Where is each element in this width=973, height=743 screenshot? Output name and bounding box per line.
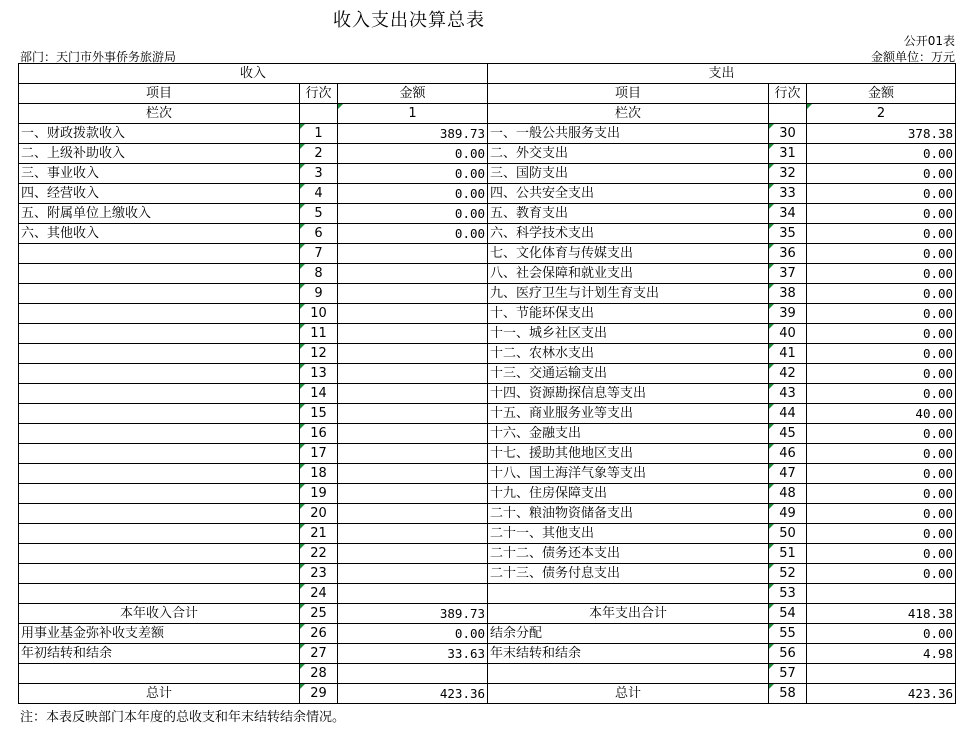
income-line-cell: 28 xyxy=(300,664,338,684)
table-row xyxy=(19,304,956,324)
table-row xyxy=(19,244,956,264)
income-line-cell: 5 xyxy=(300,204,338,224)
income-item-cell xyxy=(19,584,300,604)
income-item-cell xyxy=(19,404,300,424)
expense-line-cell: 44 xyxy=(769,404,807,424)
table-row xyxy=(19,624,956,644)
income-amount-cell xyxy=(338,284,488,304)
expense-amount-cell: 0.00 xyxy=(807,504,956,524)
expense-amount-cell: 0.00 xyxy=(807,144,956,164)
income-item-cell xyxy=(19,264,300,284)
income-item-cell: 三、事业收入 xyxy=(19,164,300,184)
income-amount-cell xyxy=(338,524,488,544)
income-line-cell: 3 xyxy=(300,164,338,184)
income-line-header: 行次 xyxy=(300,84,338,104)
expense-amount-cell: 0.00 xyxy=(807,344,956,364)
expense-item-cell: 四、公共安全支出 xyxy=(488,184,769,204)
income-line-cell: 15 xyxy=(300,404,338,424)
expense-item-cell: 总计 xyxy=(488,684,769,704)
income-line-cell: 20 xyxy=(300,504,338,524)
income-amount-cell xyxy=(338,484,488,504)
income-line-cell: 29 xyxy=(300,684,338,704)
income-item-cell: 总计 xyxy=(19,684,300,704)
expense-item-cell: 二十、粮油物资储备支出 xyxy=(488,504,769,524)
income-line-cell: 2 xyxy=(300,144,338,164)
income-item-cell: 六、其他收入 xyxy=(19,224,300,244)
expense-item-cell: 五、教育支出 xyxy=(488,204,769,224)
income-line-cell: 16 xyxy=(300,424,338,444)
column-header-row xyxy=(19,84,956,104)
expense-item-cell: 十四、资源勘探信息等支出 xyxy=(488,384,769,404)
income-item-cell xyxy=(19,244,300,264)
expense-amount-cell: 0.00 xyxy=(807,204,956,224)
expense-amount-cell: 0.00 xyxy=(807,384,956,404)
table-row xyxy=(19,524,956,544)
report-title: 收入支出决算总表 xyxy=(333,10,485,31)
income-item-cell: 五、附属单位上缴收入 xyxy=(19,204,300,224)
expense-item-cell: 二、外交支出 xyxy=(488,144,769,164)
expense-line-cell: 38 xyxy=(769,284,807,304)
income-column-line-blank xyxy=(300,104,338,124)
income-item-cell xyxy=(19,344,300,364)
department-label: 部门：天门市外事侨务旅游局 xyxy=(20,50,177,64)
table-row xyxy=(19,424,956,444)
income-item-header: 项目 xyxy=(19,84,300,104)
expense-line-cell: 50 xyxy=(769,524,807,544)
income-amount-cell: 33.63 xyxy=(338,644,488,664)
table-row xyxy=(19,464,956,484)
income-amount-cell xyxy=(338,544,488,564)
income-amount-cell: 0.00 xyxy=(338,164,488,184)
section-header-row xyxy=(19,64,956,84)
expense-amount-cell xyxy=(807,664,956,684)
income-line-cell: 4 xyxy=(300,184,338,204)
expense-line-cell: 41 xyxy=(769,344,807,364)
expense-section-header: 支出 xyxy=(488,64,956,84)
income-item-cell xyxy=(19,324,300,344)
income-item-cell xyxy=(19,384,300,404)
income-amount-header: 金额 xyxy=(338,84,488,104)
expense-amount-cell: 418.38 xyxy=(807,604,956,624)
expense-line-cell: 51 xyxy=(769,544,807,564)
table-row xyxy=(19,404,956,424)
income-line-cell: 9 xyxy=(300,284,338,304)
expense-amount-cell: 0.00 xyxy=(807,524,956,544)
income-amount-cell xyxy=(338,324,488,344)
expense-line-cell: 54 xyxy=(769,604,807,624)
income-amount-cell xyxy=(338,344,488,364)
expense-item-cell: 十三、交通运输支出 xyxy=(488,364,769,384)
expense-amount-cell: 0.00 xyxy=(807,304,956,324)
expense-line-cell: 32 xyxy=(769,164,807,184)
expense-amount-cell: 0.00 xyxy=(807,364,956,384)
income-amount-cell: 389.73 xyxy=(338,124,488,144)
expense-amount-cell: 0.00 xyxy=(807,484,956,504)
expense-amount-cell: 0.00 xyxy=(807,264,956,284)
table-row xyxy=(19,564,956,584)
expense-amount-cell: 0.00 xyxy=(807,324,956,344)
expense-line-cell: 35 xyxy=(769,224,807,244)
expense-amount-cell: 0.00 xyxy=(807,184,956,204)
income-item-cell: 年初结转和结余 xyxy=(19,644,300,664)
income-item-cell: 二、上级补助收入 xyxy=(19,144,300,164)
expense-line-cell: 45 xyxy=(769,424,807,444)
income-item-cell: 一、财政拨款收入 xyxy=(19,124,300,144)
income-item-cell: 四、经营收入 xyxy=(19,184,300,204)
income-amount-cell: 0.00 xyxy=(338,184,488,204)
income-expense-table xyxy=(18,63,956,704)
expense-item-cell xyxy=(488,664,769,684)
column-number-row xyxy=(19,104,956,124)
table-row xyxy=(19,604,956,624)
expense-line-cell: 56 xyxy=(769,644,807,664)
expense-line-cell: 53 xyxy=(769,584,807,604)
income-amount-cell: 0.00 xyxy=(338,624,488,644)
table-row xyxy=(19,484,956,504)
income-line-cell: 13 xyxy=(300,364,338,384)
expense-item-cell: 六、科学技术支出 xyxy=(488,224,769,244)
expense-amount-cell: 40.00 xyxy=(807,404,956,424)
income-item-cell xyxy=(19,524,300,544)
expense-item-cell: 十九、住房保障支出 xyxy=(488,484,769,504)
income-item-cell xyxy=(19,504,300,524)
expense-amount-cell: 0.00 xyxy=(807,464,956,484)
income-amount-cell: 0.00 xyxy=(338,204,488,224)
income-amount-cell xyxy=(338,424,488,444)
expense-line-cell: 55 xyxy=(769,624,807,644)
income-column-number: 1 xyxy=(338,104,488,124)
table-row xyxy=(19,124,956,144)
income-item-cell xyxy=(19,484,300,504)
table-row xyxy=(19,444,956,464)
table-row xyxy=(19,324,956,344)
income-item-cell xyxy=(19,304,300,324)
income-column-label: 栏次 xyxy=(19,104,300,124)
table-row xyxy=(19,144,956,164)
expense-column-label: 栏次 xyxy=(488,104,769,124)
expense-amount-cell: 4.98 xyxy=(807,644,956,664)
income-amount-cell xyxy=(338,264,488,284)
expense-item-cell: 十一、城乡社区支出 xyxy=(488,324,769,344)
income-line-cell: 17 xyxy=(300,444,338,464)
income-item-cell xyxy=(19,364,300,384)
income-line-cell: 1 xyxy=(300,124,338,144)
expense-amount-cell: 0.00 xyxy=(807,544,956,564)
expense-item-cell: 十六、金融支出 xyxy=(488,424,769,444)
income-item-cell xyxy=(19,464,300,484)
table-row xyxy=(19,364,956,384)
income-amount-cell xyxy=(338,664,488,684)
expense-line-cell: 37 xyxy=(769,264,807,284)
expense-item-cell: 二十二、债务还本支出 xyxy=(488,544,769,564)
expense-amount-cell: 0.00 xyxy=(807,424,956,444)
expense-item-cell: 九、医疗卫生与计划生育支出 xyxy=(488,284,769,304)
expense-item-cell: 十二、农林水支出 xyxy=(488,344,769,364)
income-amount-cell xyxy=(338,464,488,484)
expense-line-cell: 39 xyxy=(769,304,807,324)
expense-item-cell: 八、社会保障和就业支出 xyxy=(488,264,769,284)
expense-amount-cell: 378.38 xyxy=(807,124,956,144)
income-line-cell: 6 xyxy=(300,224,338,244)
income-amount-cell: 389.73 xyxy=(338,604,488,624)
expense-amount-cell: 0.00 xyxy=(807,444,956,464)
expense-amount-cell: 0.00 xyxy=(807,624,956,644)
table-row xyxy=(19,584,956,604)
footnote: 注：本表反映部门本年度的总收支和年末结转结余情况。 xyxy=(20,710,346,725)
expense-line-cell: 46 xyxy=(769,444,807,464)
expense-item-cell: 一、一般公共服务支出 xyxy=(488,124,769,144)
expense-line-header: 行次 xyxy=(769,84,807,104)
expense-amount-header: 金额 xyxy=(807,84,956,104)
expense-line-cell: 34 xyxy=(769,204,807,224)
income-line-cell: 12 xyxy=(300,344,338,364)
table-row xyxy=(19,504,956,524)
income-line-cell: 22 xyxy=(300,544,338,564)
table-row xyxy=(19,684,956,704)
table-row xyxy=(19,664,956,684)
income-item-cell xyxy=(19,664,300,684)
expense-item-cell: 十八、国土海洋气象等支出 xyxy=(488,464,769,484)
expense-item-cell: 十七、援助其他地区支出 xyxy=(488,444,769,464)
table-row xyxy=(19,224,956,244)
expense-item-cell: 年末结转和结余 xyxy=(488,644,769,664)
expense-amount-cell: 0.00 xyxy=(807,244,956,264)
income-amount-cell: 0.00 xyxy=(338,224,488,244)
income-amount-cell xyxy=(338,364,488,384)
table-row xyxy=(19,644,956,664)
income-section-header: 收入 xyxy=(19,64,488,84)
table-row xyxy=(19,284,956,304)
income-line-cell: 14 xyxy=(300,384,338,404)
income-line-cell: 11 xyxy=(300,324,338,344)
income-item-cell: 本年收入合计 xyxy=(19,604,300,624)
table-row xyxy=(19,264,956,284)
income-amount-cell xyxy=(338,384,488,404)
income-item-cell xyxy=(19,544,300,564)
income-item-cell xyxy=(19,284,300,304)
form-number: 公开01表 xyxy=(903,34,955,48)
expense-amount-cell: 0.00 xyxy=(807,224,956,244)
income-line-cell: 24 xyxy=(300,584,338,604)
expense-line-cell: 49 xyxy=(769,504,807,524)
income-amount-cell xyxy=(338,444,488,464)
expense-line-cell: 57 xyxy=(769,664,807,684)
income-amount-cell xyxy=(338,504,488,524)
table-row xyxy=(19,544,956,564)
expense-line-cell: 42 xyxy=(769,364,807,384)
expense-line-cell: 48 xyxy=(769,484,807,504)
table-row xyxy=(19,184,956,204)
expense-line-cell: 58 xyxy=(769,684,807,704)
income-line-cell: 18 xyxy=(300,464,338,484)
income-line-cell: 25 xyxy=(300,604,338,624)
expense-line-cell: 52 xyxy=(769,564,807,584)
expense-item-cell: 本年支出合计 xyxy=(488,604,769,624)
income-amount-cell: 423.36 xyxy=(338,684,488,704)
table-row xyxy=(19,164,956,184)
income-line-cell: 26 xyxy=(300,624,338,644)
income-item-cell xyxy=(19,444,300,464)
expense-line-cell: 43 xyxy=(769,384,807,404)
expense-column-line-blank xyxy=(769,104,807,124)
income-line-cell: 21 xyxy=(300,524,338,544)
table-row xyxy=(19,344,956,364)
income-line-cell: 23 xyxy=(300,564,338,584)
income-item-cell xyxy=(19,564,300,584)
income-amount-cell xyxy=(338,304,488,324)
expense-amount-cell: 423.36 xyxy=(807,684,956,704)
income-line-cell: 19 xyxy=(300,484,338,504)
expense-item-cell: 二十三、债务付息支出 xyxy=(488,564,769,584)
income-line-cell: 7 xyxy=(300,244,338,264)
income-item-cell: 用事业基金弥补收支差额 xyxy=(19,624,300,644)
income-line-cell: 27 xyxy=(300,644,338,664)
table-body xyxy=(19,124,956,704)
income-item-cell xyxy=(19,424,300,444)
expense-item-cell: 结余分配 xyxy=(488,624,769,644)
table-row xyxy=(19,204,956,224)
income-amount-cell xyxy=(338,404,488,424)
expense-amount-cell: 0.00 xyxy=(807,284,956,304)
expense-line-cell: 40 xyxy=(769,324,807,344)
expense-item-header: 项目 xyxy=(488,84,769,104)
expense-amount-cell xyxy=(807,584,956,604)
expense-item-cell: 十五、商业服务业等支出 xyxy=(488,404,769,424)
expense-amount-cell: 0.00 xyxy=(807,164,956,184)
income-amount-cell xyxy=(338,564,488,584)
expense-line-cell: 31 xyxy=(769,144,807,164)
income-line-cell: 10 xyxy=(300,304,338,324)
expense-amount-cell: 0.00 xyxy=(807,564,956,584)
income-amount-cell xyxy=(338,244,488,264)
expense-item-cell: 三、国防支出 xyxy=(488,164,769,184)
expense-line-cell: 33 xyxy=(769,184,807,204)
income-line-cell: 8 xyxy=(300,264,338,284)
table-row xyxy=(19,384,956,404)
expense-item-cell: 七、文化体育与传媒支出 xyxy=(488,244,769,264)
income-amount-cell xyxy=(338,584,488,604)
expense-column-number: 2 xyxy=(807,104,956,124)
expense-line-cell: 30 xyxy=(769,124,807,144)
expense-item-cell xyxy=(488,584,769,604)
expense-line-cell: 47 xyxy=(769,464,807,484)
amount-unit-label: 金额单位：万元 xyxy=(870,50,955,64)
income-amount-cell: 0.00 xyxy=(338,144,488,164)
expense-line-cell: 36 xyxy=(769,244,807,264)
expense-item-cell: 二十一、其他支出 xyxy=(488,524,769,544)
expense-item-cell: 十、节能环保支出 xyxy=(488,304,769,324)
